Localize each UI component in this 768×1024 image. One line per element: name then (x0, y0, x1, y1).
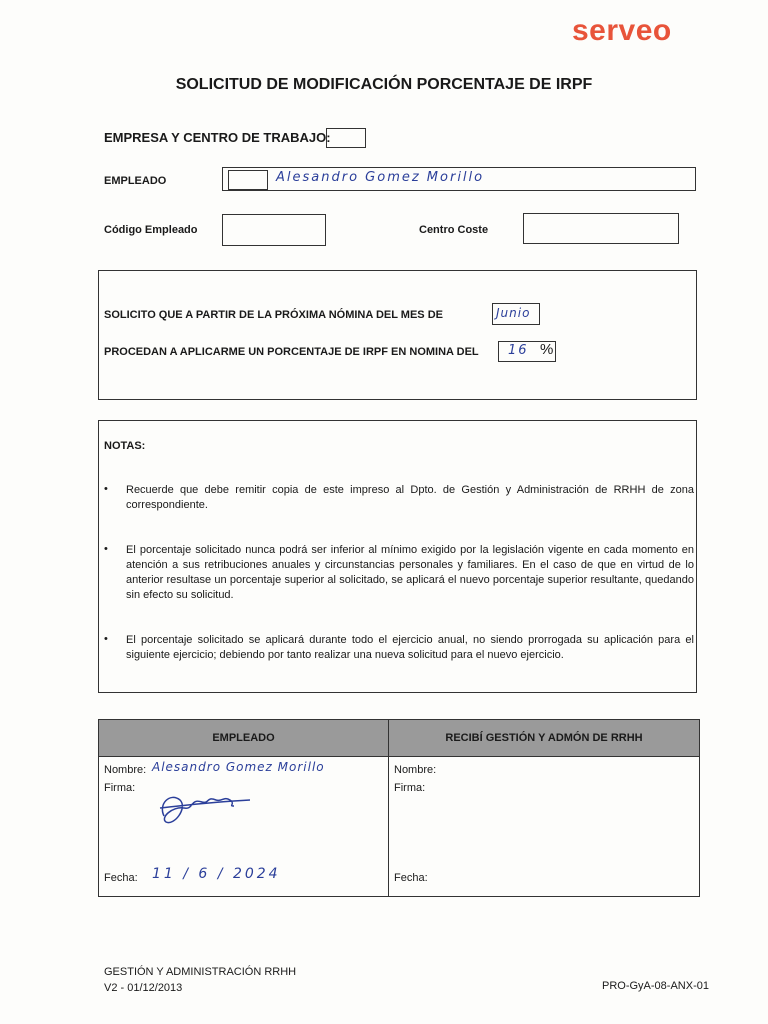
signature-image (150, 786, 260, 834)
empleado-prefix-box[interactable] (228, 170, 268, 190)
centro-coste-label: Centro Coste (419, 224, 489, 236)
nota-3: El porcentaje solicitado se aplicará durante todo el ejercicio anual, no siendo prorrogada su aplicación para el siguiente ejercicio; debiendo por tanto realizar una nueva solicitud para el nuevo ejercicio. (126, 634, 694, 661)
nota-1: Recuerde que debe remitir copia de este impreso al Dpto. de Gestión y Administración de RRHH de zona correspondiente. (126, 484, 694, 511)
solicitud-line2: PROCEDAN A APLICARME UN PORCENTAJE DE IRPF EN NOMINA DEL (104, 346, 479, 358)
column-divider (388, 756, 389, 896)
empleado-name-handwritten: Alesandro Gomez Morillo (276, 170, 485, 185)
rrhh-firma-label: Firma: (394, 782, 426, 794)
rrhh-header: RECIBÍ GESTIÓN Y ADMÓN DE RRHH (389, 720, 699, 757)
bullet-icon: • (104, 543, 108, 555)
codigo-field[interactable] (222, 214, 326, 246)
bullet-icon: • (104, 633, 108, 645)
form-title: SOLICITUD DE MODIFICACIÓN PORCENTAJE DE IRPF (175, 76, 593, 93)
nota-2: El porcentaje solicitado nunca podrá ser inferior al mínimo exigido por la legislación vigente en cada momento en atención a sus retribuciones anuales y circunstancias personales y familiares. En el caso de que en virtud de lo anterior resultase un porcentaje superior al solicitado, se aplicará el nuevo porcentaje superior resultante, quedando sin efecto su solicitud. (126, 544, 694, 601)
fecha-label: Fecha: (104, 872, 138, 884)
bullet-icon: • (104, 483, 108, 495)
nombre-handwritten: Alesandro Gomez Morillo (152, 760, 325, 774)
nombre-label: Nombre: (104, 764, 147, 776)
empresa-label: EMPRESA Y CENTRO DE TRABAJO: (104, 130, 331, 145)
empleado-header: EMPLEADO (99, 720, 389, 757)
empresa-field[interactable] (326, 128, 366, 148)
rrhh-fecha-label: Fecha: (394, 872, 428, 884)
solicitud-panel (98, 270, 697, 400)
footer-department: GESTIÓN Y ADMINISTRACIÓN RRHH (104, 966, 297, 978)
serveo-logo: serveo (572, 14, 672, 47)
footer-doc-code: PRO-GyA-08-ANX-01 (602, 980, 709, 992)
firma-label: Firma: (104, 782, 136, 794)
footer-version: V2 - 01/12/2013 (104, 982, 183, 994)
mes-handwritten: Junio (496, 306, 531, 320)
codigo-label: Código Empleado (104, 224, 198, 236)
notas-title: NOTAS: (104, 440, 146, 452)
solicitud-line1: SOLICITO QUE A PARTIR DE LA PRÓXIMA NÓMINA DEL MES DE (104, 309, 443, 321)
porcentaje-handwritten: 16 (508, 343, 529, 358)
rrhh-nombre-label: Nombre: (394, 764, 437, 776)
empleado-label: EMPLEADO (104, 175, 167, 187)
centro-coste-field[interactable] (523, 213, 679, 244)
percent-sign: % (540, 341, 554, 358)
fecha-handwritten: 11 / 6 / 2024 (152, 866, 281, 882)
